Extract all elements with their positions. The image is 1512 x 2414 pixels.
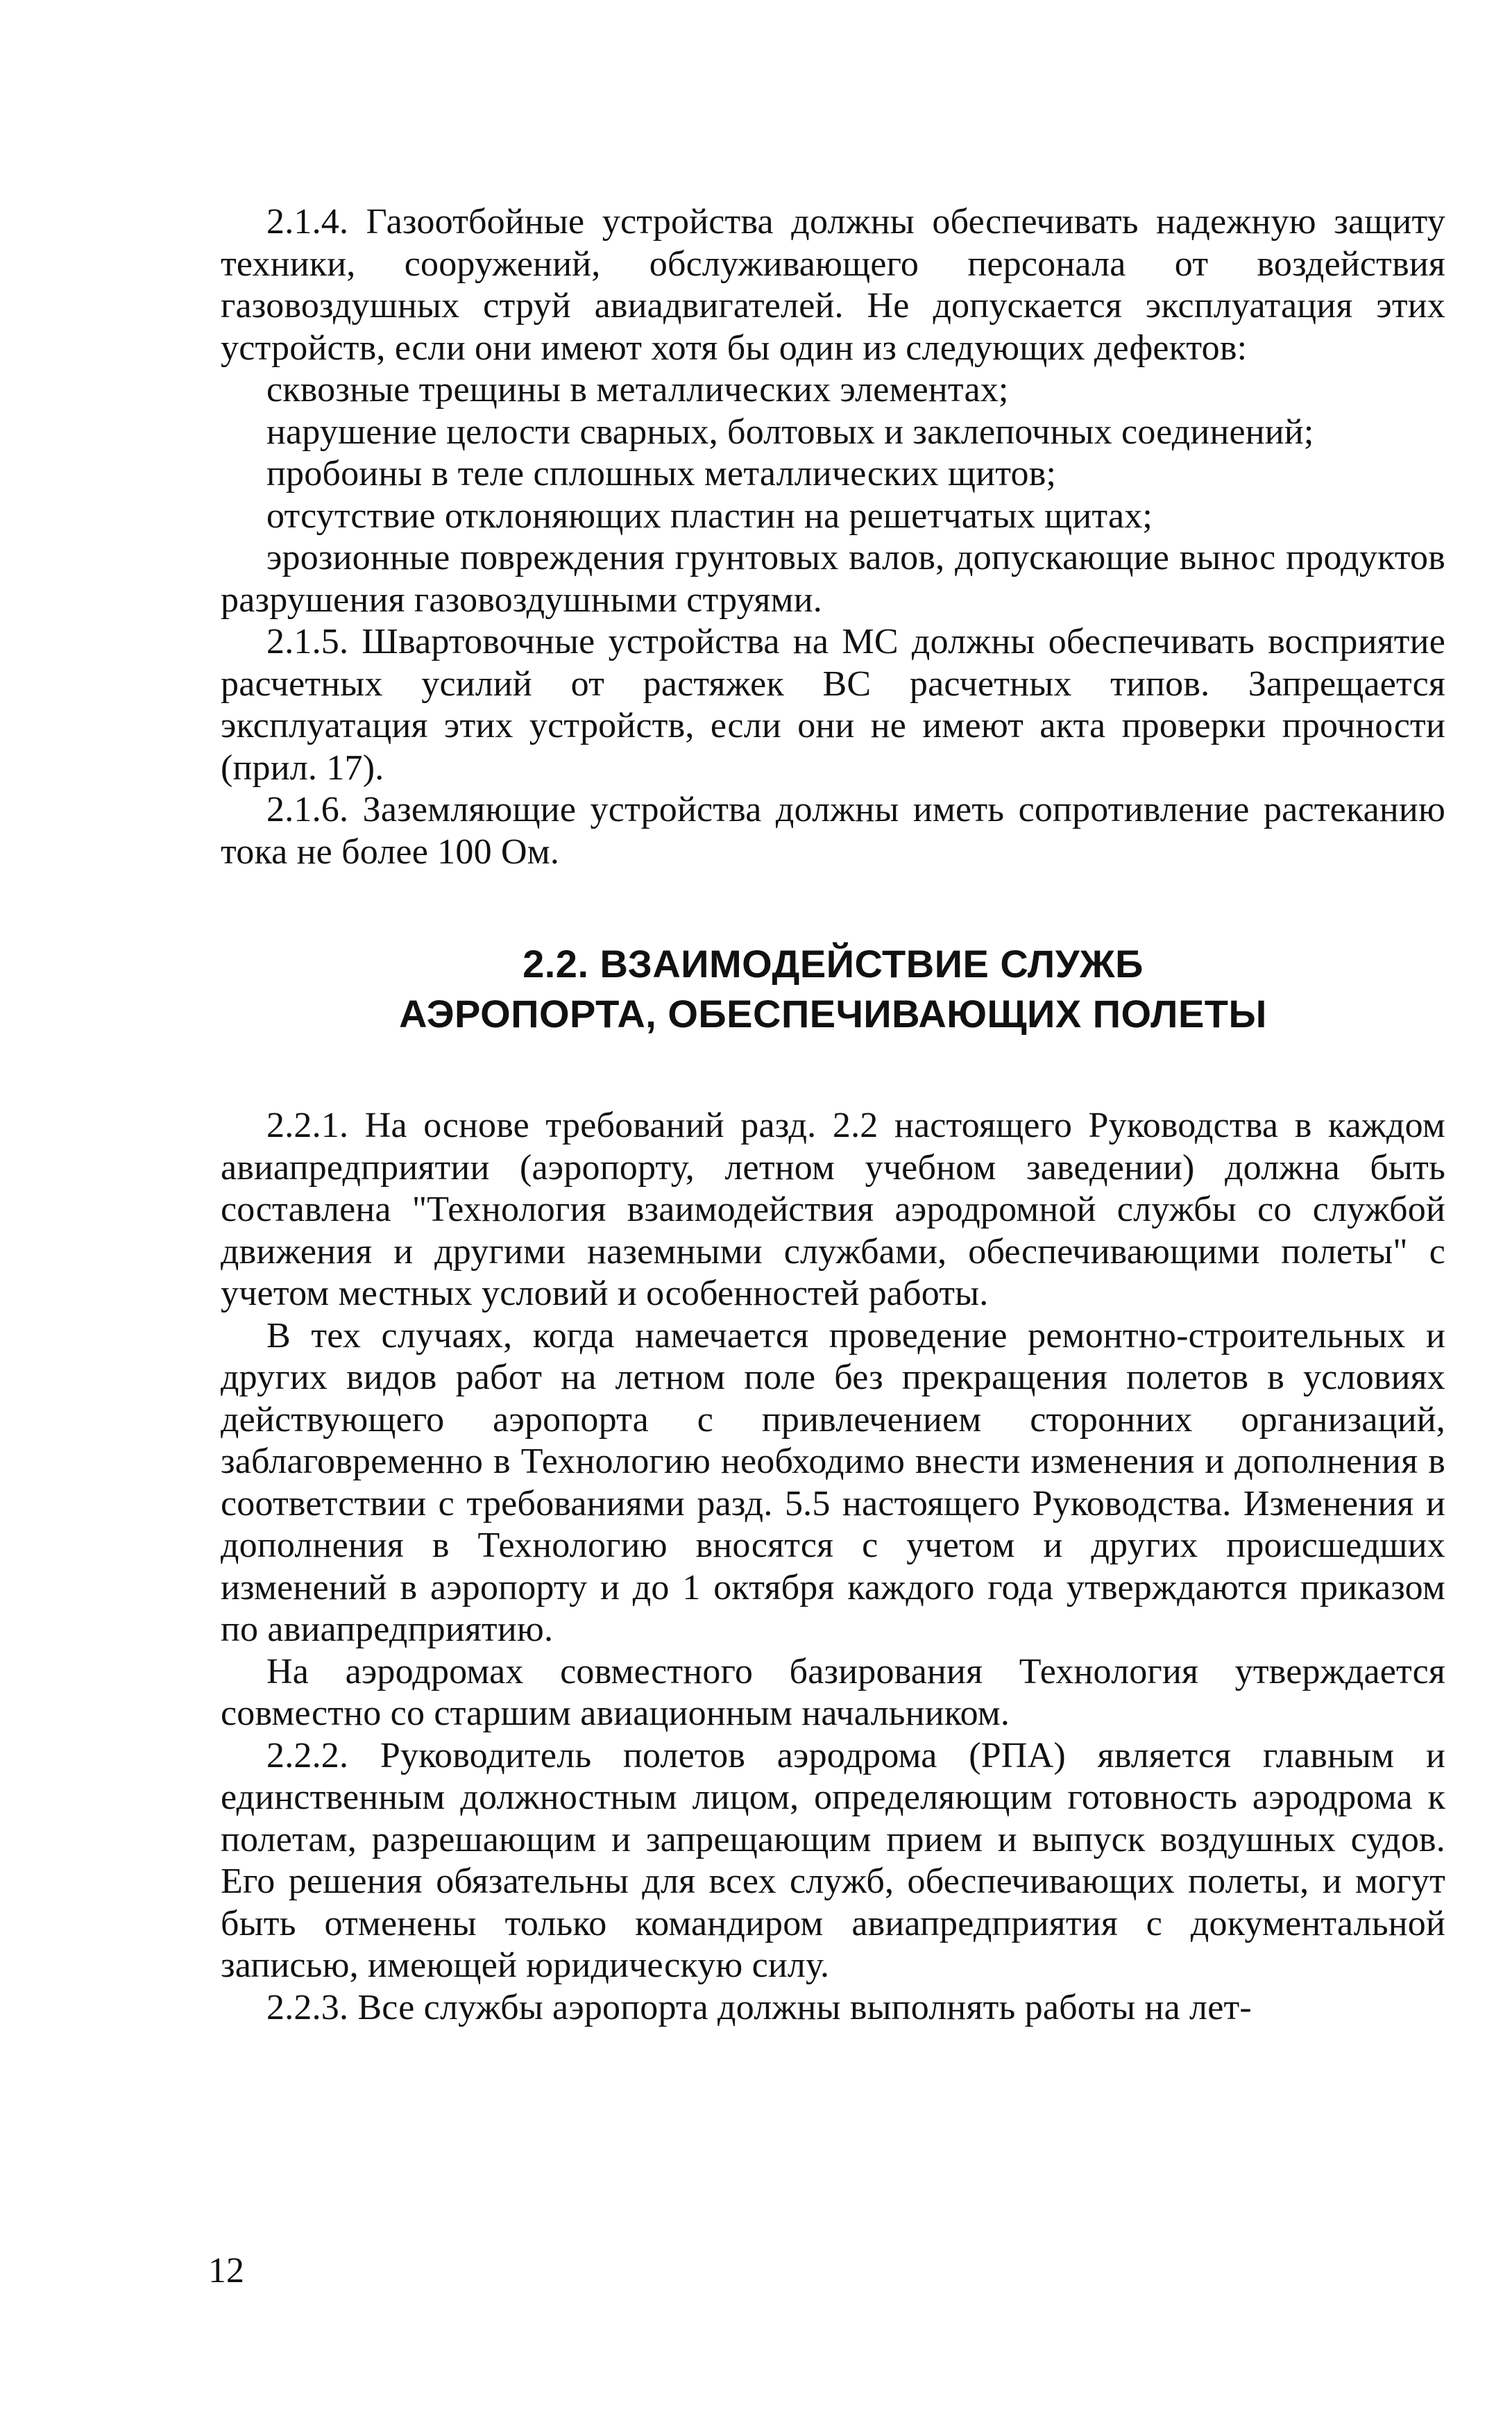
list-item-defect-5: эрозионные повреждения грунтовых валов, допускающие вынос продуктов разрушения газовоздушными струями. bbox=[221, 538, 1445, 620]
section-heading-line-1: 2.2. ВЗАИМОДЕЙСТВИЕ СЛУЖБ bbox=[523, 942, 1144, 986]
paragraph-repair-works: В тех случаях, когда намечается проведение ремонтно-строительных и других видов работ на летном поле без прекращения полетов в условиях действующего аэропорта с привлечением сторонних организаций, заблаговременно в Технологию необходимо внести изменения и дополнения в соответствии с требованиями разд. 5.5 настоящего Руководства. Изменения и дополнения в Технологию вносятся с учетом и других происшедших изменений в аэропорту и до 1 октября каждого года утверждаются приказом по авиапредприятию. bbox=[221, 1315, 1445, 1649]
paragraph-2-2-1: 2.2.1. На основе требований разд. 2.2 настоящего Руководства в каждом авиапредприятии (аэропорту, летном учебном заведении) должна быть составлена "Технология взаимодействия аэродромной службы со службой движения и другими наземными службами, обеспечивающими полеты" с учетом местных условий и особенностей работы. bbox=[221, 1106, 1445, 1313]
page-number: 12 bbox=[208, 2251, 244, 2290]
paragraph-2-1-6: 2.1.6. Заземляющие устройства должны иметь сопротивление растеканию тока не более 100 Ом. bbox=[221, 790, 1445, 872]
list-item-defect-3: пробоины в теле сплошных металлических щитов; bbox=[266, 454, 1057, 493]
paragraph-2-2-3: 2.2.3. Все службы аэропорта должны выполнять работы на лет- bbox=[266, 1987, 1252, 2027]
paragraph-joint-basing: На аэродромах совместного базирования Технология утверждается совместно со старшим авиационным начальником. bbox=[221, 1651, 1445, 1733]
paragraph-2-1-5: 2.1.5. Швартовочные устройства на МС должны обеспечивать восприятие расчетных усилий от растяжек ВС расчетных типов. Запрещается эксплуатация этих устройств, если они не имеют акта проверки прочности (прил. 17). bbox=[221, 622, 1445, 788]
list-item-defect-1: сквозные трещины в металлических элементах; bbox=[266, 370, 1009, 410]
paragraph-2-2-2: 2.2.2. Руководитель полетов аэродрома (РПА) является главным и единственным должностным лицом, определяющим готовность аэродрома к полетам, разрешающим и запрещающим прием и выпуск воздушных судов. Его решения обязательны для всех служб, обеспечивающих полеты, и могут быть отменены только командиром авиапредприятия с документальной записью, имеющей юридическую силу. bbox=[221, 1735, 1445, 1985]
text-column bbox=[221, 201, 1445, 2029]
section-heading-2-2 bbox=[221, 939, 1445, 1039]
list-item-defect-4: отсутствие отклоняющих пластин на решетчатых щитах; bbox=[266, 496, 1153, 536]
section-heading-line-2: АЭРОПОРТА, ОБЕСПЕЧИВАЮЩИХ ПОЛЕТЫ bbox=[399, 992, 1267, 1036]
list-item-defect-2: нарушение целости сварных, болтовых и заклепочных соединений; bbox=[266, 412, 1314, 452]
paragraph-2-1-4: 2.1.4. Газоотбойные устройства должны обеспечивать надежную защиту техники, сооружений, обслуживающего персонала от воздействия газовоздушных струй авиадвигателей. Не допускается эксплуатация этих устройств, если они имеют хотя бы один из следующих дефектов: bbox=[221, 202, 1445, 368]
